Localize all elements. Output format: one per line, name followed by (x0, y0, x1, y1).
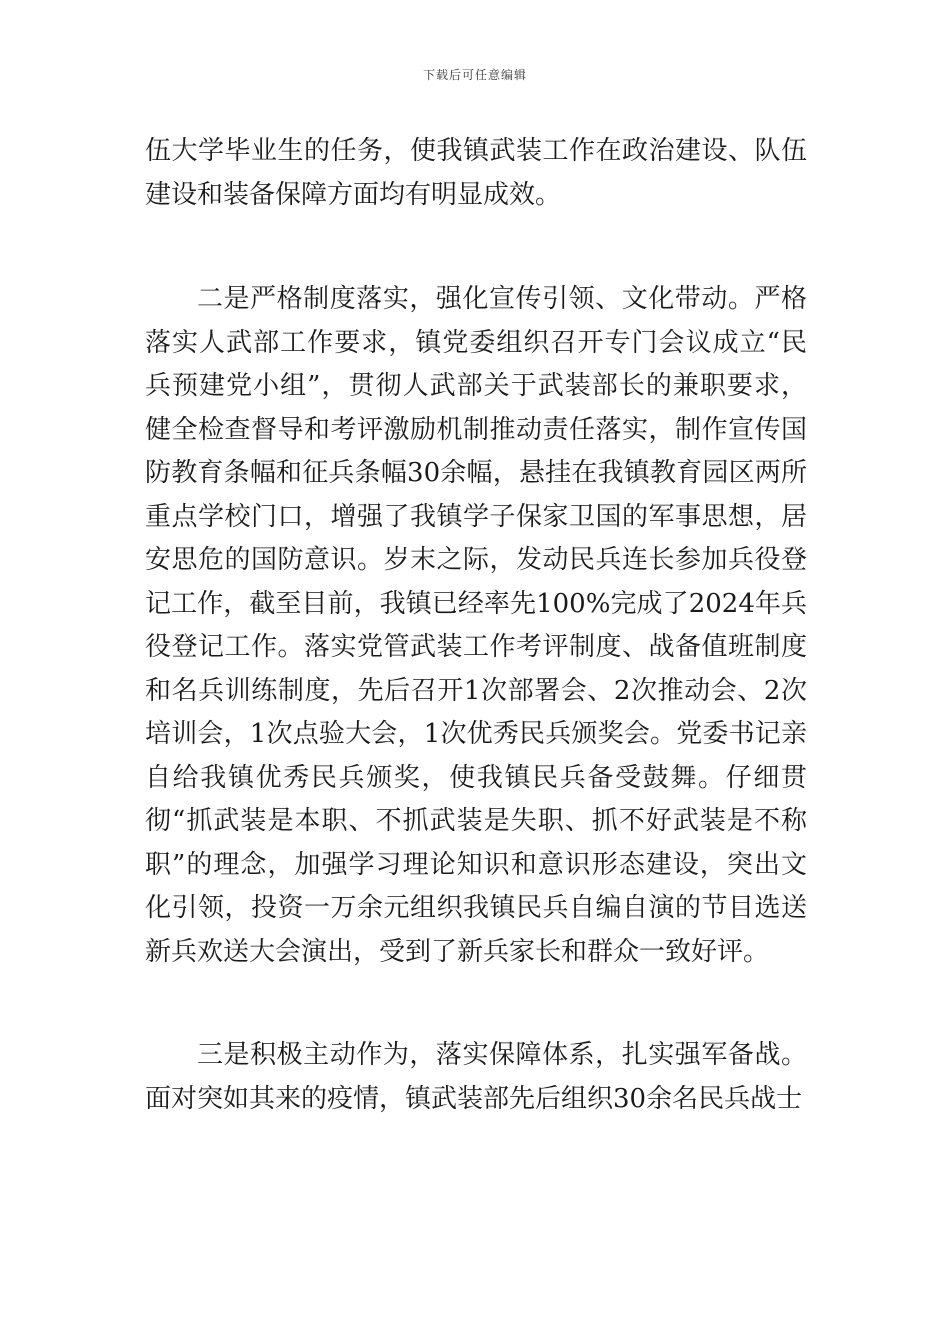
paragraph-spacer (145, 974, 807, 1034)
document-body (145, 130, 807, 1121)
header-note: 下载后可任意编辑 (422, 68, 527, 82)
paragraph-spacer (145, 217, 807, 278)
paragraph-2: 二是严格制度落实，强化宣传引领、文化带动。严格落实人武部工作要求，镇党委组织召开专门会议成立“民兵预建党小组”，贯彻人武部关于武装部长的兼职要求，健全检查督导和考评激励机制推动责任落实，制作宣传国防教育条幅和征兵条幅30余幅，悬挂在我镇教育园区两所重点学校门口，增强了我镇学子保家卫国的军事思想，居安思危的国防意识。岁末之际，发动民兵连长参加兵役登记工作，截至目前，我镇已经率先100%完成了2024年兵役登记工作。落实党管武装工作考评制度、战备值班制度和名兵训练制度，先后召开1次部署会、2次推动会、2次培训会，1次点验大会，1次优秀民兵颁奖会。党委书记亲自给我镇优秀民兵颁奖，使我镇民兵备受鼓舞。仔细贯彻“抓武装是本职、不抓武装是失职、抓不好武装是不称职”的理念，加强学习理论知识和意识形态建设，突出文化引领，投资一万余元组织我镇民兵自编自演的节目选送新兵欢送大会演出，受到了新兵家长和群众一致好评。 (145, 284, 807, 967)
paragraph-1: 伍大学毕业生的任务，使我镇武装工作在政治建设、队伍建设和装备保障方面均有明显成效。 (145, 136, 807, 210)
paragraph-3: 三是积极主动作为，落实保障体系，扎实强军备战。面对突如其来的疫情，镇武装部先后组织30余名民兵战士 (145, 1040, 807, 1114)
